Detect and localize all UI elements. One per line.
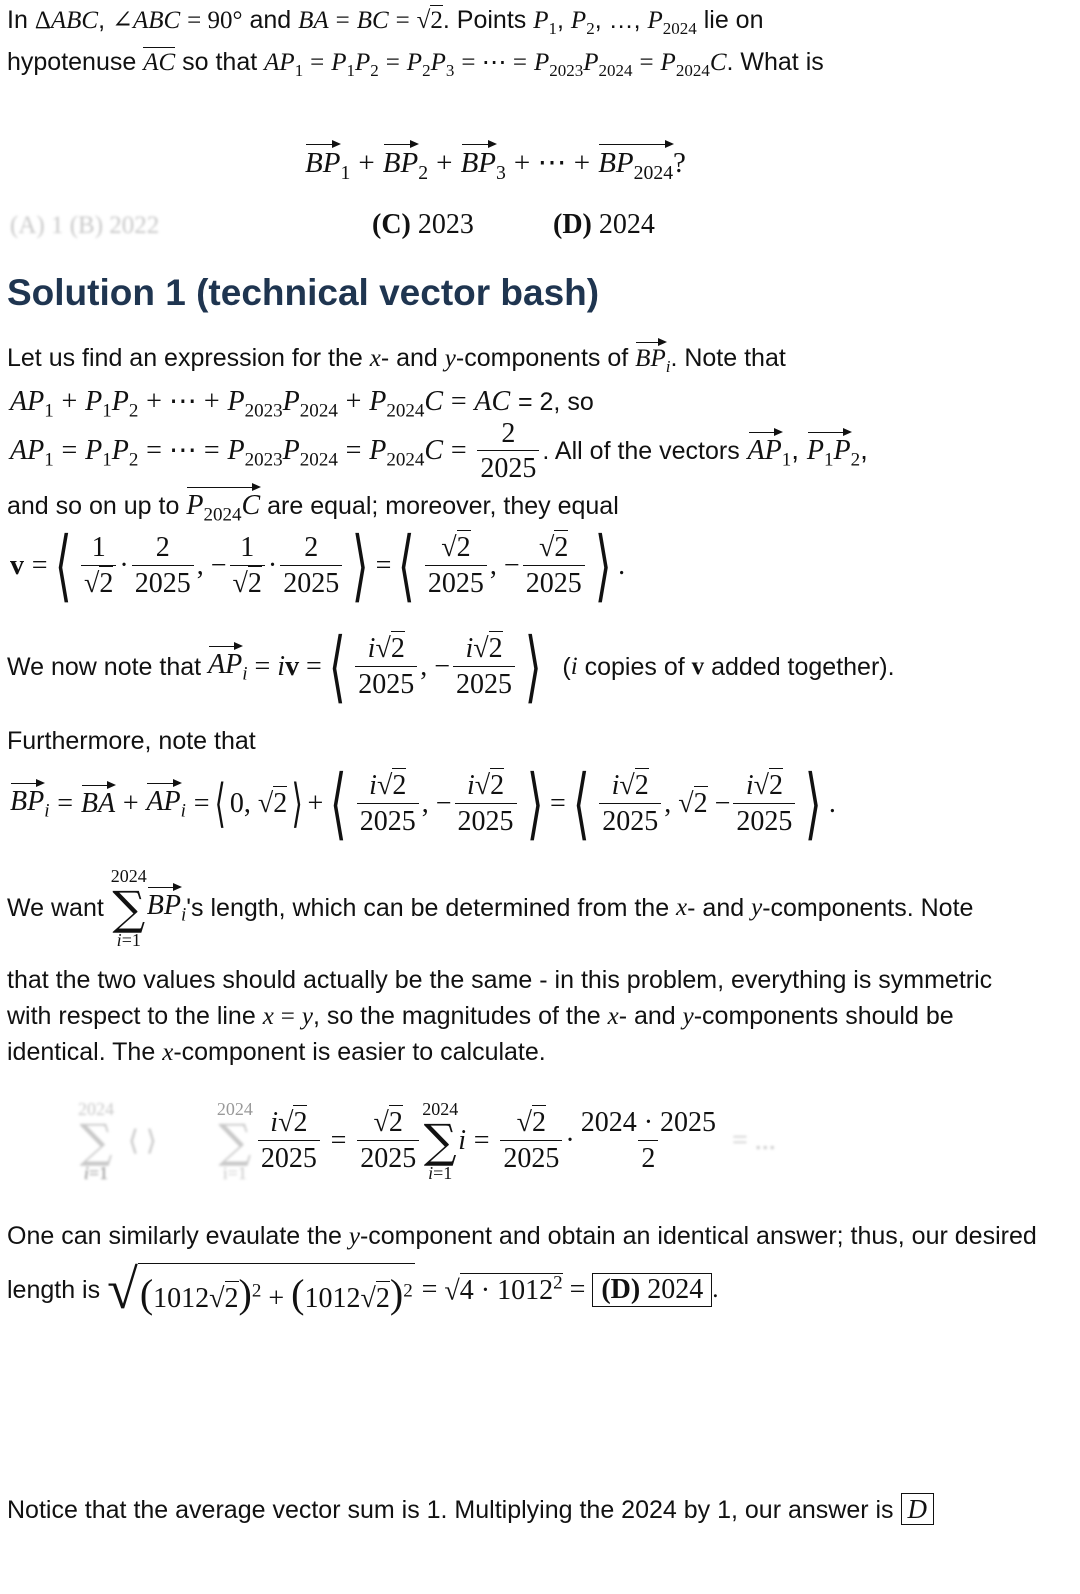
equation-final-length: length is √ $(1012√2)^2 + (1012√2)^2$ = $√4 \cdot 1012^2$ = (D) 2024 . (7, 1259, 719, 1321)
solution-line-1: Let us find an expression for the x- and y-components of $BP_i$. Note that (7, 344, 786, 376)
choice-c: (C) 2023 (372, 209, 474, 240)
solution-line-we-want: We want 2024 ∑ i=1 $BP_i$ 's length, which can be determined from the x - and y -components. Note (7, 866, 974, 950)
equation-ap-i: We now note that $AP_i$ = i v = ⟨ $\frac{i√2}{2025}$ , − $\frac{i√2}{2025}$ ⟩ ( i copies of v added together). (7, 622, 895, 712)
section-heading: Solution 1 (technical vector bash) (7, 272, 600, 313)
solution-line-3: $AP_1 = P_1P_2$ = ⋯ = $P_{2023}P_{2024} = P_{2024}C$ = $\frac{2}{2025}$ . All of the vectors $AP_1$, $P_1P_2$, (10, 418, 868, 485)
problem-line-2: hypotenuse AC so that $AP_1 = P_1P_2 = P_2P_3$ = ⋯ = $P_{2023}P_{2024} = P_{2024}C$. What is (7, 48, 824, 80)
solution-line-4: and so on up to $P_{2024}C$ are equal; moreover, they equal (7, 490, 619, 526)
answer-choices-faded: (A) 1 (B) 2022 (10, 212, 160, 239)
note-line: Notice that the average vector sum is 1. Multiplying the 2024 by 1, our answer is D (7, 1494, 934, 1525)
solution-line-furthermore: Furthermore, note that (7, 727, 256, 755)
choice-d: (D) 2024 (553, 209, 655, 240)
equation-x-component: 2024 ∑ i=1 ⟨ ⟩ 2024 ∑ i=1 $\frac{i√2}{2025}$ = $\frac{√2}{2025}$ 2024 ∑ i=1 i = $\frac{√2}{2025}$ · $\frac{2024 \cdot 2025}{2}$ = ... (78, 1099, 776, 1183)
note-answer-box: D (901, 1493, 935, 1525)
equation-bp-i: $BP_i$ = BA + $AP_i$ = ⟨ 0, √2 ⟩ + ⟨ $\frac{i√2}{2025}$ , − $\frac{i√2}{2025}$ ⟩ = ⟨ $\frac{i√2}{2025}$ , √2 − $\frac{i√2}{2025}$ ⟩ . (10, 759, 836, 849)
problem-line-1: In ΔABC, ∠ABC = 90° and BA = BC = √2. Points $P_1$, $P_2$, …, $P_{2024}$ lie on (7, 6, 764, 38)
solution-line-2: $AP_1 + P_1P_2$ + ⋯ + $P_{2023}P_{2024} + P_{2024}C$ = AC = 2, so (10, 386, 594, 422)
equation-v: v = ⟨ $\frac{1}{√2}$ · $\frac{2}{2025}$ , − $\frac{1}{√2}$ · $\frac{2}{2025}$ ⟩ = ⟨ $\frac{√2}{2025}$ , − $\frac{√2}{2025}$ ⟩ . (10, 521, 626, 611)
solution-line-with-respect: with respect to the line x = y, so the magnitudes of the x- and y-components should be (7, 1002, 954, 1030)
solution-line-symmetric: that the two values should actually be the same - in this problem, everything is symmetric (7, 966, 993, 994)
final-answer-box: (D) 2024 (592, 1273, 712, 1307)
solution-line-identical: identical. The x-component is easier to calculate. (7, 1038, 546, 1066)
solution-line-similarly: One can similarly evaulate the y-component and obtain an identical answer; thus, our desired (7, 1222, 1037, 1250)
problem-sum-expression: $BP_1 + BP_2 + BP_3$ + ⋯ + $BP_{2024}$? (305, 147, 686, 184)
